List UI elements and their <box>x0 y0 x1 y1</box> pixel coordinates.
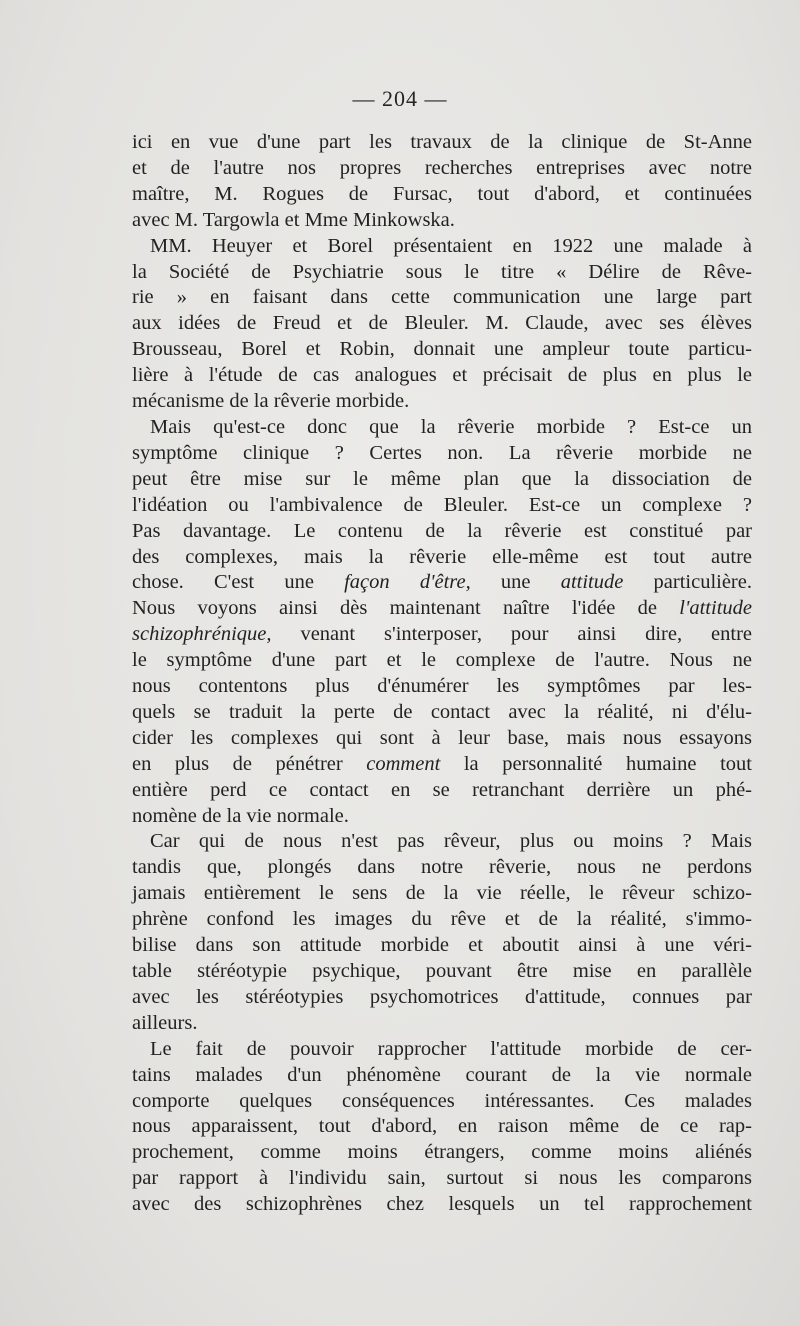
text-line <box>132 829 752 855</box>
italic-run: façon d'être, <box>344 571 471 594</box>
text-run: bilise dans son attitude morbide et aboutit ainsi à une véri- <box>132 934 752 957</box>
text-run: quels se traduit la perte de contact avec la réalité, ni d'élu- <box>132 700 752 723</box>
text-line <box>132 778 752 804</box>
text-line <box>132 1037 752 1063</box>
text-run: tains malades d'un phénomène courant de la vie normale <box>132 1063 752 1086</box>
body-text <box>132 130 752 1218</box>
text-run: maître, M. Rogues de Fursac, tout d'abord, et continuées <box>132 182 752 205</box>
text-run: Car qui de nous n'est pas rêveur, plus ou moins ? Mais <box>150 830 752 853</box>
text-run: venant s'interposer, pour ainsi dire, entre <box>271 623 752 646</box>
text-line <box>132 907 752 933</box>
text-run: des complexes, mais la rêverie elle-même est tout autre <box>132 545 752 568</box>
text-run: phrène confond les images du rêve et de la réalité, s'immo- <box>132 908 752 931</box>
text-run: avec les stéréotypies psychomotrices d'attitude, connues par <box>132 985 752 1008</box>
text-line <box>132 752 752 778</box>
text-run: lière à l'étude de cas analogues et précisait de plus en plus le <box>132 364 752 387</box>
text-line <box>132 648 752 674</box>
text-line <box>132 130 752 156</box>
text-run: nous apparaissent, tout d'abord, en raison même de ce rap- <box>132 1115 752 1138</box>
text-line <box>132 933 752 959</box>
text-run: tandis que, plongés dans notre rêverie, nous ne perdons <box>132 856 752 879</box>
text-run: ici en vue d'une part les travaux de la clinique de St-Anne <box>132 131 752 153</box>
text-line <box>132 1063 752 1089</box>
text-line <box>132 519 752 545</box>
text-run: la Société de Psychiatrie sous le titre « Délire de Rêve- <box>132 260 752 283</box>
text-line <box>132 337 752 363</box>
text-run: l'idéation ou l'ambivalence de Bleuler. Est-ce un complexe ? <box>132 493 752 516</box>
text-line <box>132 208 752 234</box>
text-line <box>132 1114 752 1140</box>
text-line <box>132 622 752 648</box>
text-run: comporte quelques conséquences intéressantes. Ces malades <box>132 1089 752 1112</box>
text-line <box>132 285 752 311</box>
text-line <box>132 1140 752 1166</box>
italic-run: comment <box>366 752 441 775</box>
text-line <box>132 881 752 907</box>
text-run: Nous voyons ainsi dès maintenant naître l'idée de <box>132 597 680 620</box>
text-run: table stéréotypie psychique, pouvant être mise en parallèle <box>132 960 752 982</box>
text-run: nomène de la vie normale. <box>132 804 349 827</box>
text-run: Brousseau, Borel et Robin, donnait une ampleur toute particu- <box>132 338 752 361</box>
text-line <box>132 855 752 881</box>
text-line <box>132 700 752 726</box>
text-run: peut être mise sur le même plan que la dissociation de <box>132 467 752 490</box>
text-line <box>132 311 752 337</box>
text-line <box>132 441 752 467</box>
text-run: nous contentons plus d'énumérer les symptômes par les- <box>132 675 752 698</box>
text-run: rie » en faisant dans cette communication une large part <box>132 286 752 309</box>
text-run: et de l'autre nos propres recherches entreprises avec notre <box>132 156 752 179</box>
text-line <box>132 156 752 182</box>
text-run: mécanisme de la rêverie morbide. <box>132 390 410 413</box>
text-run: Mais qu'est-ce donc que la rêverie morbide ? Est-ce un <box>150 415 752 438</box>
text-line <box>132 182 752 208</box>
text-line <box>132 1089 752 1115</box>
text-line <box>132 726 752 752</box>
text-run: avec M. Targowla et Mme Minkowska. <box>132 208 455 231</box>
text-run: Pas davantage. Le contenu de la rêverie est constitué par <box>132 519 752 542</box>
page-number: — 204 — <box>352 86 448 111</box>
text-line <box>132 545 752 571</box>
text-run: cider les complexes qui sont à leur base, mais nous essayons <box>132 726 752 749</box>
text-line <box>132 234 752 260</box>
text-line <box>132 674 752 700</box>
text-run: aux idées de Freud et de Bleuler. M. Claude, avec ses élèves <box>132 312 752 335</box>
italic-run: l'attitude <box>679 597 752 620</box>
text-line <box>132 389 752 415</box>
text-line <box>132 1011 752 1037</box>
text-line <box>132 570 752 596</box>
text-line <box>132 804 752 830</box>
text-run: la personnalité humaine tout <box>440 752 752 775</box>
text-line <box>132 415 752 441</box>
text-run: prochement, comme moins étrangers, comme moins aliénés <box>132 1141 752 1164</box>
text-line <box>132 596 752 622</box>
text-run: entière perd ce contact en se retranchant derrière un phé- <box>132 778 752 801</box>
text-run: une <box>470 571 561 594</box>
text-run: en plus de pénétrer <box>132 752 367 775</box>
text-run: chose. C'est une <box>132 571 345 594</box>
text-line <box>132 363 752 389</box>
text-run: avec des schizophrènes chez lesquels un tel rapprochement <box>132 1193 752 1216</box>
text-line <box>132 260 752 286</box>
text-run: le symptôme d'une part et le complexe de l'autre. Nous ne <box>132 649 752 672</box>
text-run: MM. Heuyer et Borel présentaient en 1922 une malade à <box>150 234 752 257</box>
text-run: symptôme clinique ? Certes non. La rêverie morbide ne <box>132 441 752 464</box>
text-line <box>132 1192 752 1218</box>
text-line <box>132 467 752 493</box>
italic-run: schizophrénique, <box>132 623 272 646</box>
text-run: par rapport à l'individu sain, surtout si nous les comparons <box>132 1167 752 1190</box>
text-line <box>132 1166 752 1192</box>
text-line <box>132 985 752 1011</box>
text-run: particulière. <box>623 571 752 594</box>
text-run: ailleurs. <box>132 1011 198 1034</box>
text-run: jamais entièrement le sens de la vie réelle, le rêveur schizo- <box>132 882 752 905</box>
text-line <box>132 959 752 985</box>
italic-run: attitude <box>560 571 624 594</box>
text-line <box>132 493 752 519</box>
text-run: Le fait de pouvoir rapprocher l'attitude morbide de cer- <box>150 1037 752 1060</box>
